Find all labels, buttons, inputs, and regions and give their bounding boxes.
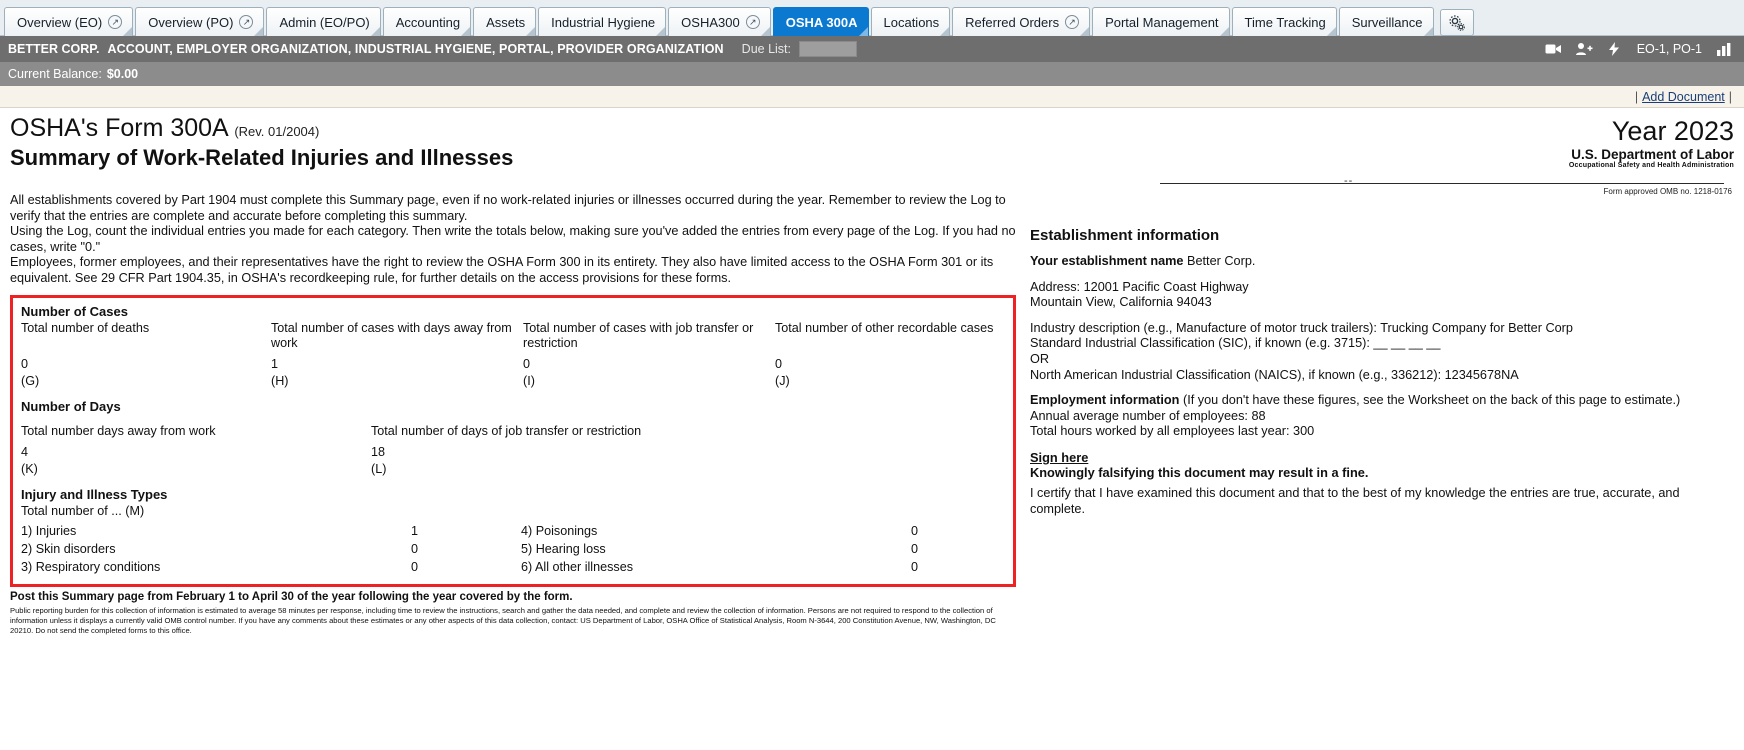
external-link-icon[interactable]: ↗	[239, 15, 253, 29]
cases-value-j[interactable]: 0	[775, 356, 783, 371]
intro-paragraph-2: Using the Log, count the individual entries you made for each category. Then write the totals below, making sure you've added the entries from every page of the Log. If you had no cases, write "0."	[10, 224, 1016, 254]
omb-number: Form approved OMB no. 1218-0176	[1603, 187, 1732, 196]
form-title	[10, 114, 1569, 143]
employment-heading: Employment information	[1030, 393, 1180, 408]
tab-label: Time Tracking	[1244, 14, 1326, 30]
tab-label: Surveillance	[1351, 14, 1423, 30]
cases-label-g: Total number of deaths	[21, 320, 150, 335]
form-year: Year 2023	[1611, 116, 1734, 146]
days-column-l	[371, 424, 771, 477]
external-link-icon[interactable]: ↗	[746, 15, 760, 29]
address-line-1: Address: 12001 Pacific Coast Highway	[1030, 279, 1249, 294]
tab-label: Admin (EO/PO)	[279, 14, 370, 30]
tab-referred-orders[interactable]	[952, 7, 1090, 36]
bar-chart-icon[interactable]	[1714, 40, 1736, 58]
cases-letter-j: (J)	[775, 373, 790, 388]
tab-label: Overview (EO)	[17, 14, 103, 30]
form-subtitle: Summary of Work-Related Injuries and Illnesses	[10, 145, 514, 170]
tab-corner	[1424, 27, 1433, 36]
tab-label: Locations	[883, 14, 940, 30]
add-user-icon[interactable]	[1573, 40, 1595, 58]
tab-industrial-hygiene[interactable]	[538, 7, 666, 36]
header-dots: --	[1344, 175, 1354, 187]
separator-left: |	[1634, 89, 1639, 104]
form-title-text: OSHA's Form 300A	[10, 114, 228, 142]
tab-surveillance[interactable]	[1339, 7, 1434, 36]
sign-here-heading: Sign here	[1030, 449, 1089, 465]
industry-description: Industry description (e.g., Manufacture of motor truck trailers): Trucking Company for Better Corp	[1030, 320, 1573, 335]
establishment-name-row	[1030, 254, 1734, 270]
account-bar	[0, 36, 1744, 62]
osha-300a-form	[0, 108, 1744, 636]
tab-corner	[254, 27, 263, 36]
tab-assets[interactable]	[473, 7, 536, 36]
days-letter-l: (L)	[371, 461, 387, 476]
days-column-k	[21, 424, 371, 477]
injury-type-label-5: 5) Hearing loss	[521, 541, 606, 556]
injury-types-heading: Injury and Illness Types	[21, 486, 168, 502]
annual-average-employees: Annual average number of employees: 88	[1030, 408, 1266, 423]
injury-type-row	[21, 558, 1005, 576]
establishment-heading: Establishment information	[1030, 227, 1220, 244]
tab-overview-eo[interactable]	[4, 7, 133, 36]
certification-text: I certify that I have examined this document and that to the best of my knowledge the entries are true, accurate, and complete.	[1030, 485, 1680, 516]
tab-time-tracking[interactable]	[1232, 7, 1337, 36]
tab-corner	[123, 27, 132, 36]
tab-corner	[461, 27, 470, 36]
number-of-cases-heading: Number of Cases	[21, 303, 128, 319]
tab-corner	[761, 27, 770, 36]
tab-corner	[526, 27, 535, 36]
tab-locations[interactable]	[871, 7, 951, 36]
establishment-name-label: Your establishment name	[1030, 254, 1184, 268]
cases-label-i: Total number of cases with job transfer or restriction	[523, 320, 754, 350]
form-body	[10, 193, 1734, 636]
form-agency-block	[1569, 114, 1734, 169]
injury-types-rows	[21, 522, 1005, 576]
tab-label: Industrial Hygiene	[551, 14, 656, 30]
tab-corner	[1080, 27, 1089, 36]
tab-corner	[859, 27, 868, 36]
establishment-address	[1030, 280, 1734, 311]
days-letter-k: (K)	[21, 461, 38, 476]
injury-illness-types-section	[21, 487, 1005, 576]
summary-totals-highlight-box	[10, 295, 1016, 587]
establishment-information-panel	[1016, 193, 1734, 517]
tab-bar	[0, 0, 1744, 36]
tab-label: OSHA 300A	[785, 14, 858, 30]
injury-type-row	[21, 522, 1005, 540]
injury-types-subheading: Total number of ... (M)	[21, 503, 145, 518]
tab-osha300[interactable]	[668, 7, 771, 36]
department-of-labor: U.S. Department of Labor	[1571, 147, 1734, 162]
address-line-2: Mountain View, California 94043	[1030, 295, 1212, 310]
tab-corner	[1220, 27, 1229, 36]
due-list-label: Due List:	[741, 42, 792, 56]
form-header	[10, 114, 1734, 171]
video-camera-icon[interactable]	[1543, 40, 1565, 58]
injury-type-value-4[interactable]: 0	[911, 523, 919, 538]
separator-right: |	[1728, 89, 1732, 104]
number-of-days-heading: Number of Days	[21, 398, 121, 414]
account-corp-name: BETTER CORP.	[8, 42, 100, 56]
tab-corner	[940, 27, 949, 36]
injury-type-row	[21, 540, 1005, 558]
cases-value-g[interactable]: 0	[21, 356, 29, 371]
tab-corner	[656, 27, 665, 36]
tab-overview-po[interactable]	[135, 7, 264, 36]
days-label-k: Total number days away from work	[21, 423, 216, 438]
injury-type-value-6[interactable]: 0	[911, 559, 919, 574]
eo-po-indicator[interactable]: EO-1, PO-1	[1636, 42, 1702, 56]
cases-value-i[interactable]: 0	[523, 356, 531, 371]
cases-label-h: Total number of cases with days away from work	[271, 320, 512, 350]
naics-line: North American Industrial Classification (NAICS), if known (e.g., 336212): 12345678NA	[1030, 367, 1519, 382]
tab-label: Referred Orders	[965, 14, 1060, 30]
add-document-link[interactable]: Add Document	[1642, 89, 1725, 104]
tab-accounting[interactable]	[383, 7, 471, 36]
tab-osha-300a[interactable]	[773, 7, 869, 36]
document-toolbar	[0, 86, 1744, 108]
establishment-name-value[interactable]: Better Corp.	[1187, 254, 1256, 268]
tab-label: Portal Management	[1105, 14, 1219, 30]
form-revision: (Rev. 01/2004)	[234, 124, 320, 139]
external-link-icon[interactable]: ↗	[1065, 15, 1079, 29]
days-value-l[interactable]: 18	[371, 444, 386, 459]
number-of-days-grid	[21, 424, 1005, 477]
injury-type-label-6: 6) All other illnesses	[521, 559, 633, 574]
signature-section	[1030, 450, 1734, 517]
tab-corner	[371, 27, 380, 36]
injury-type-value-5[interactable]: 0	[911, 541, 919, 556]
cases-column-h	[271, 321, 523, 389]
sic-line: Standard Industrial Classification (SIC), if known (e.g. 3715): __ __ __ __	[1030, 336, 1441, 351]
osha-agency-name: Occupational Safety and Health Administration	[1568, 162, 1734, 169]
tab-portal-management[interactable]	[1092, 7, 1229, 36]
injury-type-label-1: 1) Injuries	[21, 523, 77, 538]
tab-admin-eo-po[interactable]	[266, 7, 380, 36]
tab-label: Overview (PO)	[148, 14, 234, 30]
total-hours-worked: Total hours worked by all employees last year: 300	[1030, 424, 1315, 439]
cases-letter-h: (H)	[271, 373, 289, 388]
injury-type-label-3: 3) Respiratory conditions	[21, 559, 161, 574]
lightning-bolt-icon[interactable]	[1603, 40, 1625, 58]
cases-column-i	[523, 321, 775, 389]
number-of-cases-grid	[21, 321, 1005, 389]
account-roles: ACCOUNT, EMPLOYER ORGANIZATION, INDUSTRIAL HYGIENE, PORTAL, PROVIDER ORGANIZATION	[107, 42, 724, 56]
or-line: OR	[1030, 351, 1050, 366]
cases-column-j	[775, 321, 1005, 389]
employment-note: (If you don't have these figures, see the Worksheet on the back of this page to estimate.)	[1182, 393, 1681, 408]
cases-value-h[interactable]: 1	[271, 356, 279, 371]
injury-type-value-1[interactable]: 1	[411, 523, 419, 538]
header-rule	[1160, 183, 1724, 184]
injury-type-value-2[interactable]: 0	[411, 541, 419, 556]
intro-paragraph-1: All establishments covered by Part 1904 must complete this Summary page, even if no work-related injuries or illnesses occurred during the year. Remember to review the Log to verify that the entries are complete and accurate before completing this summary.	[10, 193, 1006, 223]
falsify-warning: Knowingly falsifying this document may result in a fine.	[1030, 464, 1369, 480]
cases-letter-g: (G)	[21, 373, 40, 388]
current-balance-label: Current Balance:	[8, 67, 102, 81]
tab-label: Assets	[486, 14, 526, 30]
form-left-column	[10, 193, 1016, 636]
days-value-k[interactable]: 4	[21, 444, 29, 459]
cases-column-g	[21, 321, 271, 389]
current-balance-value: $0.00	[106, 67, 139, 81]
tab-label: OSHA300	[681, 14, 740, 30]
injury-type-value-3[interactable]: 0	[411, 559, 419, 574]
tab-corner	[1327, 27, 1336, 36]
form-title-block	[10, 114, 1569, 171]
cases-letter-i: (I)	[523, 373, 535, 388]
burden-statement: Public reporting burden for this collection of information is estimated to average 58 minutes per response, including time to review the instructions, search and gather the data needed, and complete and review the collection of information. Persons are not required to respond to the collection of information unless it displays a currently valid OMB control number. If you have any comments about these estimates or any other aspects of this data collection, contact: US Department of Labor, OSHA Office of Statistical Analysis, Room N-3644, 200 Constitution Avenue, NW, Washington, DC 20210. Do not send the completed forms to this office.	[10, 605, 996, 635]
tab-label: Accounting	[395, 14, 461, 30]
intro-paragraph-3: Employees, former employees, and their representatives have the right to review the OSHA Form 300 in its entirety. They also have limited access to the OSHA Form 301 or its equivalent. See 29 CFR Part 1904.35, in OSHA's recordkeeping rule, for further details on the access provisions for these forms.	[10, 255, 994, 285]
days-label-l: Total number of days of job transfer or restriction	[371, 423, 642, 438]
cases-label-j: Total number of other recordable cases	[775, 320, 994, 335]
due-list-input[interactable]	[799, 41, 857, 57]
employment-information	[1030, 393, 1734, 409]
injury-type-label-4: 4) Poisonings	[521, 523, 598, 538]
external-link-icon[interactable]: ↗	[108, 15, 122, 29]
header-rule-row	[10, 171, 1734, 196]
settings-gear-icon[interactable]	[1440, 9, 1474, 36]
balance-bar	[0, 62, 1744, 86]
injury-type-label-2: 2) Skin disorders	[21, 541, 116, 556]
post-summary-note: Post this Summary page from February 1 to April 30 of the year following the year covered by the form.	[10, 590, 573, 603]
